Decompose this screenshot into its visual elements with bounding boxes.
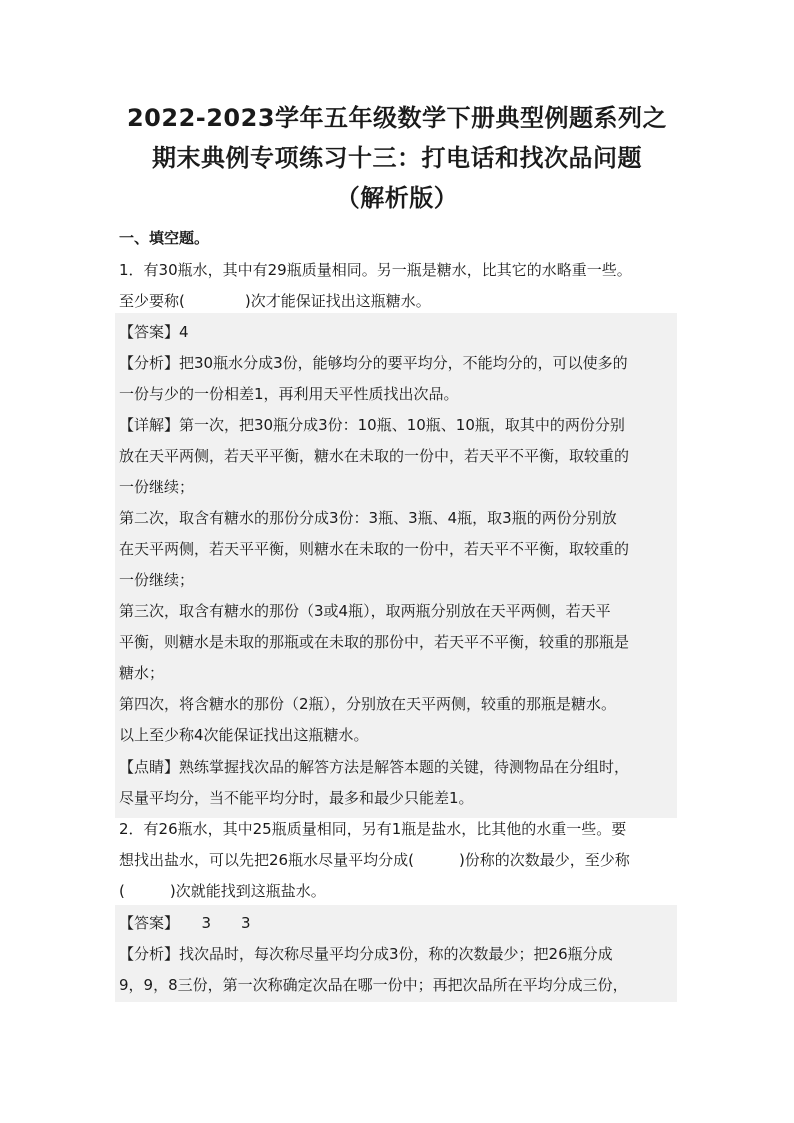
question-1-detail-line-11: 以上至少称4次能保证找出这瓶糖水。	[119, 726, 369, 744]
question-1-detail-line-5: 在天平两侧，若天平平衡，则糖水在未取的一份中，若天平不平衡，取较重的	[119, 540, 630, 558]
question-1-detail-line-3: 一份继续；	[119, 478, 195, 496]
document-title-line-3: （解析版）	[335, 184, 459, 212]
question-2-analysis-line-2: 9，9，8三份，第一次称确定次品在哪一份中；再把次品所在平均分成三份，	[119, 976, 628, 994]
question-1-analysis-line-2: 一份与少的一份相差1，再利用天平性质找出次品。	[119, 385, 459, 403]
question-2-analysis-line-1: 【分析】找次品时，每次称尽量平均分成3份，称的次数最少；把26瓶分成	[119, 945, 613, 963]
section-heading-fill-blank: 一、填空题。	[119, 229, 210, 247]
question-1-detail-line-4: 第二次，取含有糖水的那份分成3份：3瓶、3瓶、4瓶，取3瓶的两份分别放	[119, 509, 617, 527]
question-2-stem-line-1: 2．有26瓶水，其中25瓶质量相同，另有1瓶是盐水，比其他的水重一些。要	[119, 820, 627, 838]
question-1-analysis-line-1: 【分析】把30瓶水分成3份，能够均分的要平均分，不能均分的，可以使多的	[119, 354, 628, 372]
question-1-answer: 【答案】4	[119, 323, 189, 341]
question-1-detail-line-1: 【详解】第一次，把30瓶分成3份：10瓶、10瓶、10瓶，取其中的两份分别	[119, 416, 625, 434]
question-1-detail-line-6: 一份继续；	[119, 571, 195, 589]
document-title-line-1: 2022-2023学年五年级数学下册典型例题系列之	[126, 104, 668, 132]
question-1-stem-line-2: 至少要称( )次才能保证找出这瓶糖水。	[119, 292, 431, 310]
question-2-answer: 【答案】 3 3	[119, 914, 251, 932]
question-1-stem-line-1: 1．有30瓶水，其中有29瓶质量相同。另一瓶是糖水，比其它的水略重一些。	[119, 261, 632, 279]
question-1-detail-line-10: 第四次，将含糖水的那份（2瓶），分别放在天平两侧，较重的那瓶是糖水。	[119, 695, 617, 713]
question-1-detail-line-2: 放在天平两侧，若天平平衡，糖水在未取的一份中，若天平不平衡，取较重的	[119, 447, 630, 465]
question-1-comment-line-2: 尽量平均分，当不能平均分时，最多和最少只能差1。	[119, 789, 474, 807]
question-1-comment-line-1: 【点睛】熟练掌握找次品的解答方法是解答本题的关键，待测物品在分组时，	[119, 758, 630, 776]
question-1-detail-line-7: 第三次，取含有糖水的那份（3或4瓶），取两瓶分别放在天平两侧，若天平	[119, 602, 611, 620]
question-1-detail-line-9: 糖水；	[119, 664, 165, 682]
document-title-line-2: 期末典例专项练习十三：打电话和找次品问题	[152, 144, 642, 172]
question-2-stem-line-3: ( )次就能找到这瓶盐水。	[119, 882, 326, 900]
question-1-detail-line-8: 平衡，则糖水是未取的那瓶或在未取的那份中，若天平不平衡，较重的那瓶是	[119, 633, 630, 651]
question-2-stem-line-2: 想找出盐水，可以先把26瓶水尽量平均分成( )份称的次数最少，至少称	[119, 851, 630, 869]
